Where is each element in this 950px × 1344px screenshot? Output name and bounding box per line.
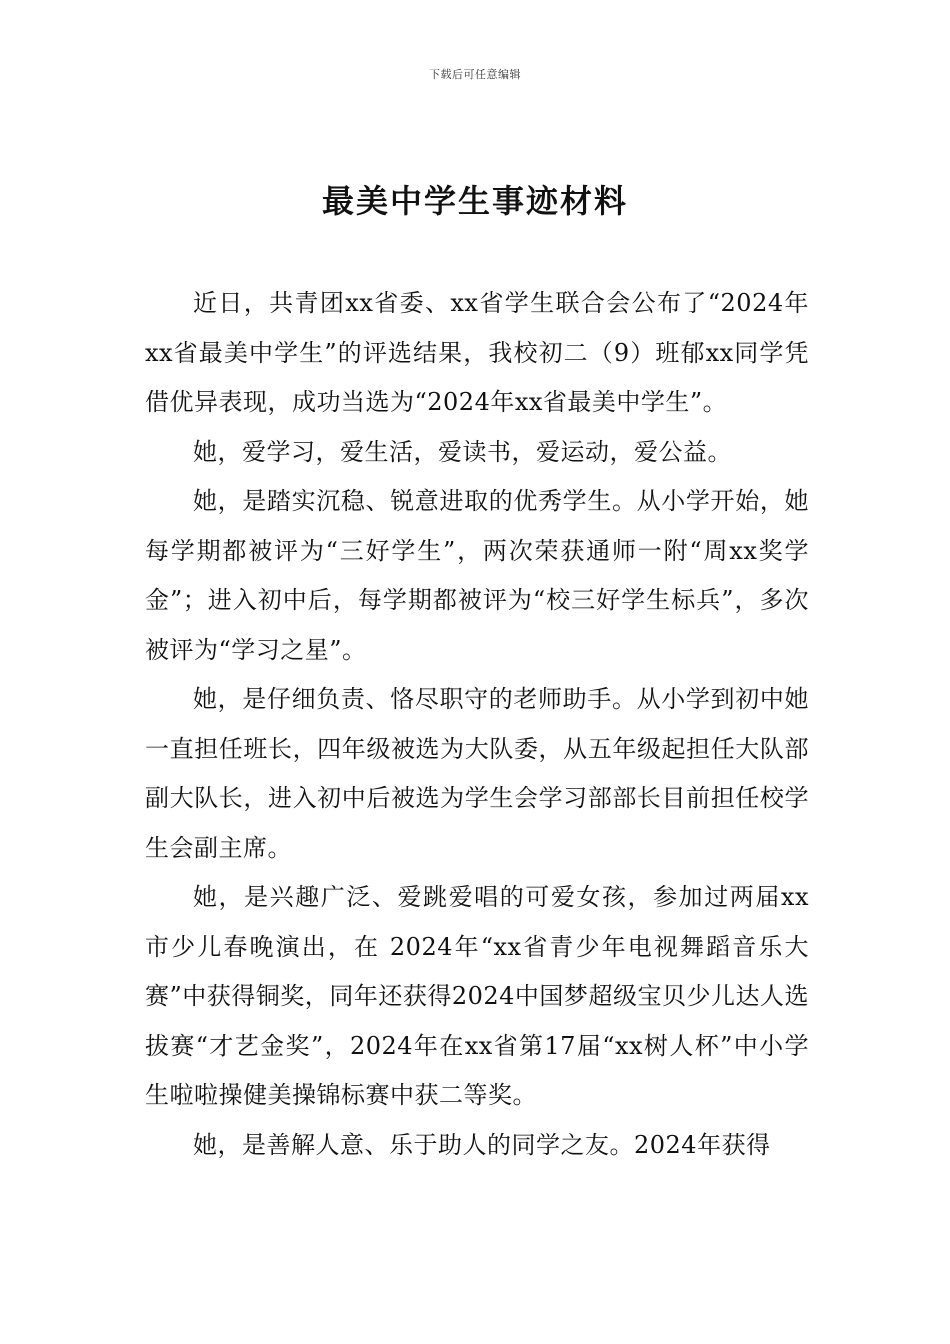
document-body [145,279,809,1170]
paragraph-intro: 近日，共青团xx省委、xx省学生联合会公布了“2024年xx省最美中学生”的评选结果，我校初二（9）班郁xx同学凭借优异表现，成功当选为“2024年xx省最美中学生”。 [145,289,809,416]
paragraph-friend: 她，是善解人意、乐于助人的同学之友。2024年获得 [193,1130,771,1159]
paragraph-interests: 她，是兴趣广泛、爱跳爱唱的可爱女孩，参加过两届xx市少儿春晚演出，在 2024年“xx省青少年电视舞蹈音乐大赛”中获得铜奖，同年还获得2024中国梦超级宝贝少儿达人选拔赛“才艺金奖”，2024年在xx省第17届“xx树人杯”中小学生啦啦操健美操锦标赛中获二等奖。 [145,883,809,1109]
document-title: 最美中学生事迹材料 [321,182,628,220]
paragraph-loves: 她，爱学习，爱生活，爱读书，爱运动，爱公益。 [193,437,732,466]
paragraph-assistant: 她，是仔细负责、恪尽职守的老师助手。从小学到初中她一直担任班长，四年级被选为大队委，从五年级起担任大队部副大队长，进入初中后被选为学生会学习部部长目前担任校学生会副主席。 [145,685,809,862]
paragraph-student: 她，是踏实沉稳、锐意进取的优秀学生。从小学开始，她每学期都被评为“三好学生”，两次荣获通师一附“周xx奖学金”；进入初中后，每学期都被评为“校三好学生标兵”，多次被评为“学习之星”。 [145,487,809,664]
header-note: 下载后可任意编辑 [429,68,521,81]
